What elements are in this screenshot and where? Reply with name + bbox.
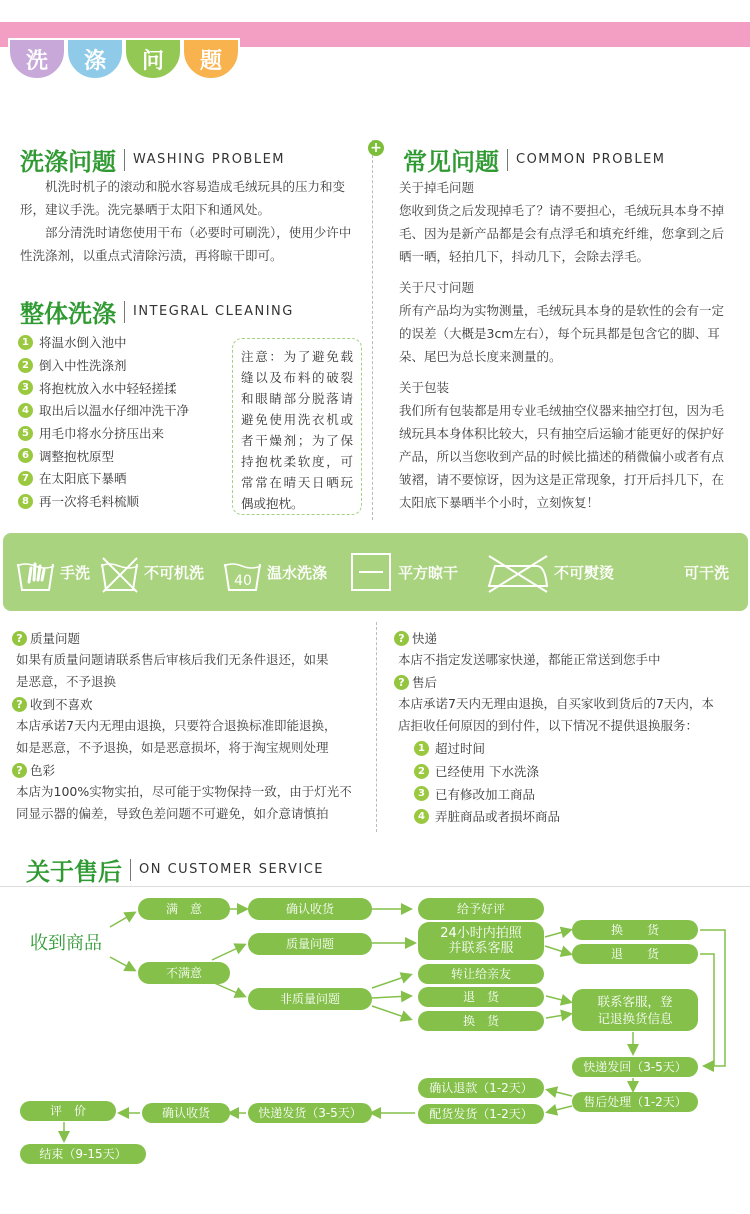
step-number: 1 [414, 741, 429, 756]
step-number: 2 [414, 764, 429, 779]
washing-title-en: WASHING PROBLEM [133, 152, 286, 167]
tab-label: 涤 [83, 48, 106, 74]
step-text: 再一次将毛料梳顺 [39, 494, 140, 510]
step-text: 用毛巾将水分挤压出来 [39, 426, 165, 442]
flow-exchange: 换 货 [572, 920, 698, 940]
policy-line: 本店为100%实物实拍，尽可能于实物保持一致，由于灯光不 [16, 784, 352, 799]
flow-photo-contact: 24小时内拍照 并联系客服 [418, 922, 544, 960]
step-text: 倒入中性洗涤剂 [39, 358, 127, 374]
care-label: 不可机洗 [144, 563, 205, 582]
question-icon: ? [12, 631, 27, 646]
care-label: 温水洗涤 [267, 563, 328, 582]
flow-transfer-friend: 转让给亲友 [418, 964, 544, 984]
care-note-box: 注意：为了避免载缝以及布料的破裂和眼睛部分脱落请避免使用洗衣机或者干燥剂；为了保持抱枕柔软度，可常常在晴天日晒玩偶或抱枕。 [232, 338, 362, 515]
faq-question: 关于掉毛问题 [399, 180, 475, 195]
step-number: 7 [18, 471, 33, 486]
flow-end: 结束（9-15天） [20, 1144, 146, 1164]
policy-question: 售后 [412, 675, 438, 690]
service-title-en: ON CUSTOMER SERVICE [139, 862, 325, 877]
flow-after-sales-process: 售后处理（1-2天） [572, 1092, 698, 1112]
care-label: 手洗 [60, 563, 91, 582]
step-text: 将抱枕放入水中轻轻搓揉 [39, 380, 177, 396]
step-text: 在太阳底下暴晒 [39, 471, 127, 487]
common-title-en: COMMON PROBLEM [516, 152, 666, 167]
flow-satisfied: 满 意 [138, 898, 230, 920]
flow-confirm-refund: 确认退款（1-2天） [418, 1078, 544, 1098]
excluded-text: 已经使用 下水洗涤 [435, 764, 539, 780]
step-number: 4 [414, 809, 429, 824]
tab-label: 问 [141, 48, 164, 74]
washing-title-cn: 洗涤问题 [20, 148, 116, 176]
step-number: 8 [18, 494, 33, 509]
step-number: 2 [18, 358, 33, 373]
flow-swap-goods: 换 货 [418, 1011, 544, 1031]
policy-question: 快递 [412, 631, 438, 646]
policy-line: 是恶意，不予退换 [16, 674, 117, 689]
step-number: 1 [18, 335, 33, 350]
flow-review: 评 价 [20, 1101, 116, 1121]
common-title-cn: 常见问题 [403, 148, 499, 176]
policy-question: 收到不喜欢 [30, 697, 93, 712]
washing-paragraph-2: 部分清洗时请您使用干布（必要时可刷洗），使用少许中性洗涤剂，以重点式清除污渍，再将晾干即可。 [20, 225, 352, 263]
flow-confirm-receipt: 确认收货 [248, 898, 372, 920]
flow-contact-service: 联系客服，登 记退换货信息 [572, 989, 698, 1031]
excluded-text: 弄脏商品或者损坏商品 [435, 809, 561, 825]
integral-title-cn: 整体洗涤 [20, 300, 116, 328]
plus-icon: + [368, 140, 384, 156]
policy-line: 本店不指定发送哪家快递，都能正常送到您手中 [398, 652, 661, 667]
policy-line: 同显示器的偏差，导致色差问题不可避免，如介意请慎拍 [16, 806, 329, 821]
flow-quality-issue: 质量问题 [248, 933, 372, 955]
policy-question: 质量问题 [30, 631, 81, 646]
policy-question: 色彩 [30, 763, 56, 778]
question-icon: ? [12, 697, 27, 712]
flow-return-goods: 退 货 [418, 987, 544, 1007]
tab-label: 题 [199, 48, 222, 74]
question-icon: ? [394, 675, 409, 690]
flow-ship-back: 快递发回（3-5天） [572, 1057, 698, 1077]
flow-start: 收到商品 [30, 933, 102, 954]
flow-unsatisfied: 不满意 [138, 962, 230, 984]
faq-question: 关于包装 [399, 380, 450, 395]
step-number: 3 [18, 380, 33, 395]
faq-question: 关于尺寸问题 [399, 280, 475, 295]
policy-line: 本店承诺7天内无理由退换，只要符合退换标准即能退换， [16, 718, 337, 733]
policy-line: 如是恶意，不予退换，如是恶意损坏，将于淘宝规则处理 [16, 740, 329, 755]
policy-line: 店拒收任何原因的到付件，以下情况不提供退换服务： [398, 718, 699, 733]
step-number: 3 [414, 786, 429, 801]
question-icon: ? [394, 631, 409, 646]
flow-give-review: 给予好评 [418, 898, 544, 920]
step-number: 5 [18, 426, 33, 441]
step-text: 调整抱枕原型 [39, 448, 115, 464]
faq-answer: 我们所有包装都是用专业毛绒抽空仪器来抽空打包，因为毛绒玩具本身体积比较大，只有抽空后运输才能更好的保护好产品，所以当您收到产品的时候比描述的稍微偏小或者有点皱褶，请不要惊讶，因为这是正常现象，打开后抖几下，在太阳底下暴晒半个小时，立刻恢复！ [399, 403, 725, 510]
step-text: 取出后以温水仔细冲洗干净 [39, 403, 190, 419]
flow-refund-goods: 退 货 [572, 944, 698, 964]
policy-line: 如果有质量问题请联系售后审核后我们无条件退还，如果 [16, 652, 329, 667]
care-label: 平方晾干 [398, 563, 459, 582]
faq-answer: 您收到货之后发现掉毛了？请不要担心，毛绒玩具本身不掉毛、因为是新产品都是会有点浮毛和填充纤维，您拿到之后晒一晒，轻拍几下，抖动几下，会除去浮毛。 [399, 203, 725, 264]
step-text: 将温水倒入池中 [39, 335, 127, 351]
excluded-text: 已有修改加工商品 [435, 786, 536, 802]
step-number: 4 [18, 403, 33, 418]
washing-paragraph-1: 机洗时机子的滚动和脱水容易造成毛绒玩具的压力和变形，建议手洗。洗完暴晒于太阳下和通风处。 [20, 179, 346, 217]
policy-line: 本店承诺7天内无理由退换，自买家收到货后的7天内，本 [398, 696, 714, 711]
flow-express-ship: 快递发货（3-5天） [248, 1103, 372, 1123]
temperature-label: 40 [234, 573, 252, 589]
integral-title-en: INTEGRAL CLEANING [133, 304, 294, 319]
care-label: 不可熨烫 [554, 563, 615, 582]
flow-non-quality-issue: 非质量问题 [248, 988, 372, 1010]
faq-answer: 所有产品均为实物测量，毛绒玩具本身的是软性的会有一定的误差（大概是3cm左右），每个玩具都是包含它的脚、耳朵、尾巴为总长度来测量的。 [399, 303, 725, 364]
flow-confirm-receipt-final: 确认收货 [142, 1103, 230, 1123]
question-icon: ? [12, 763, 27, 778]
tab-label: 洗 [25, 48, 48, 74]
step-number: 6 [18, 448, 33, 463]
service-title-cn: 关于售后 [26, 858, 122, 886]
flow-ship-replacement: 配货发货（1-2天） [418, 1104, 544, 1124]
care-label: 可干洗 [684, 563, 730, 582]
excluded-text: 超过时间 [435, 741, 486, 757]
